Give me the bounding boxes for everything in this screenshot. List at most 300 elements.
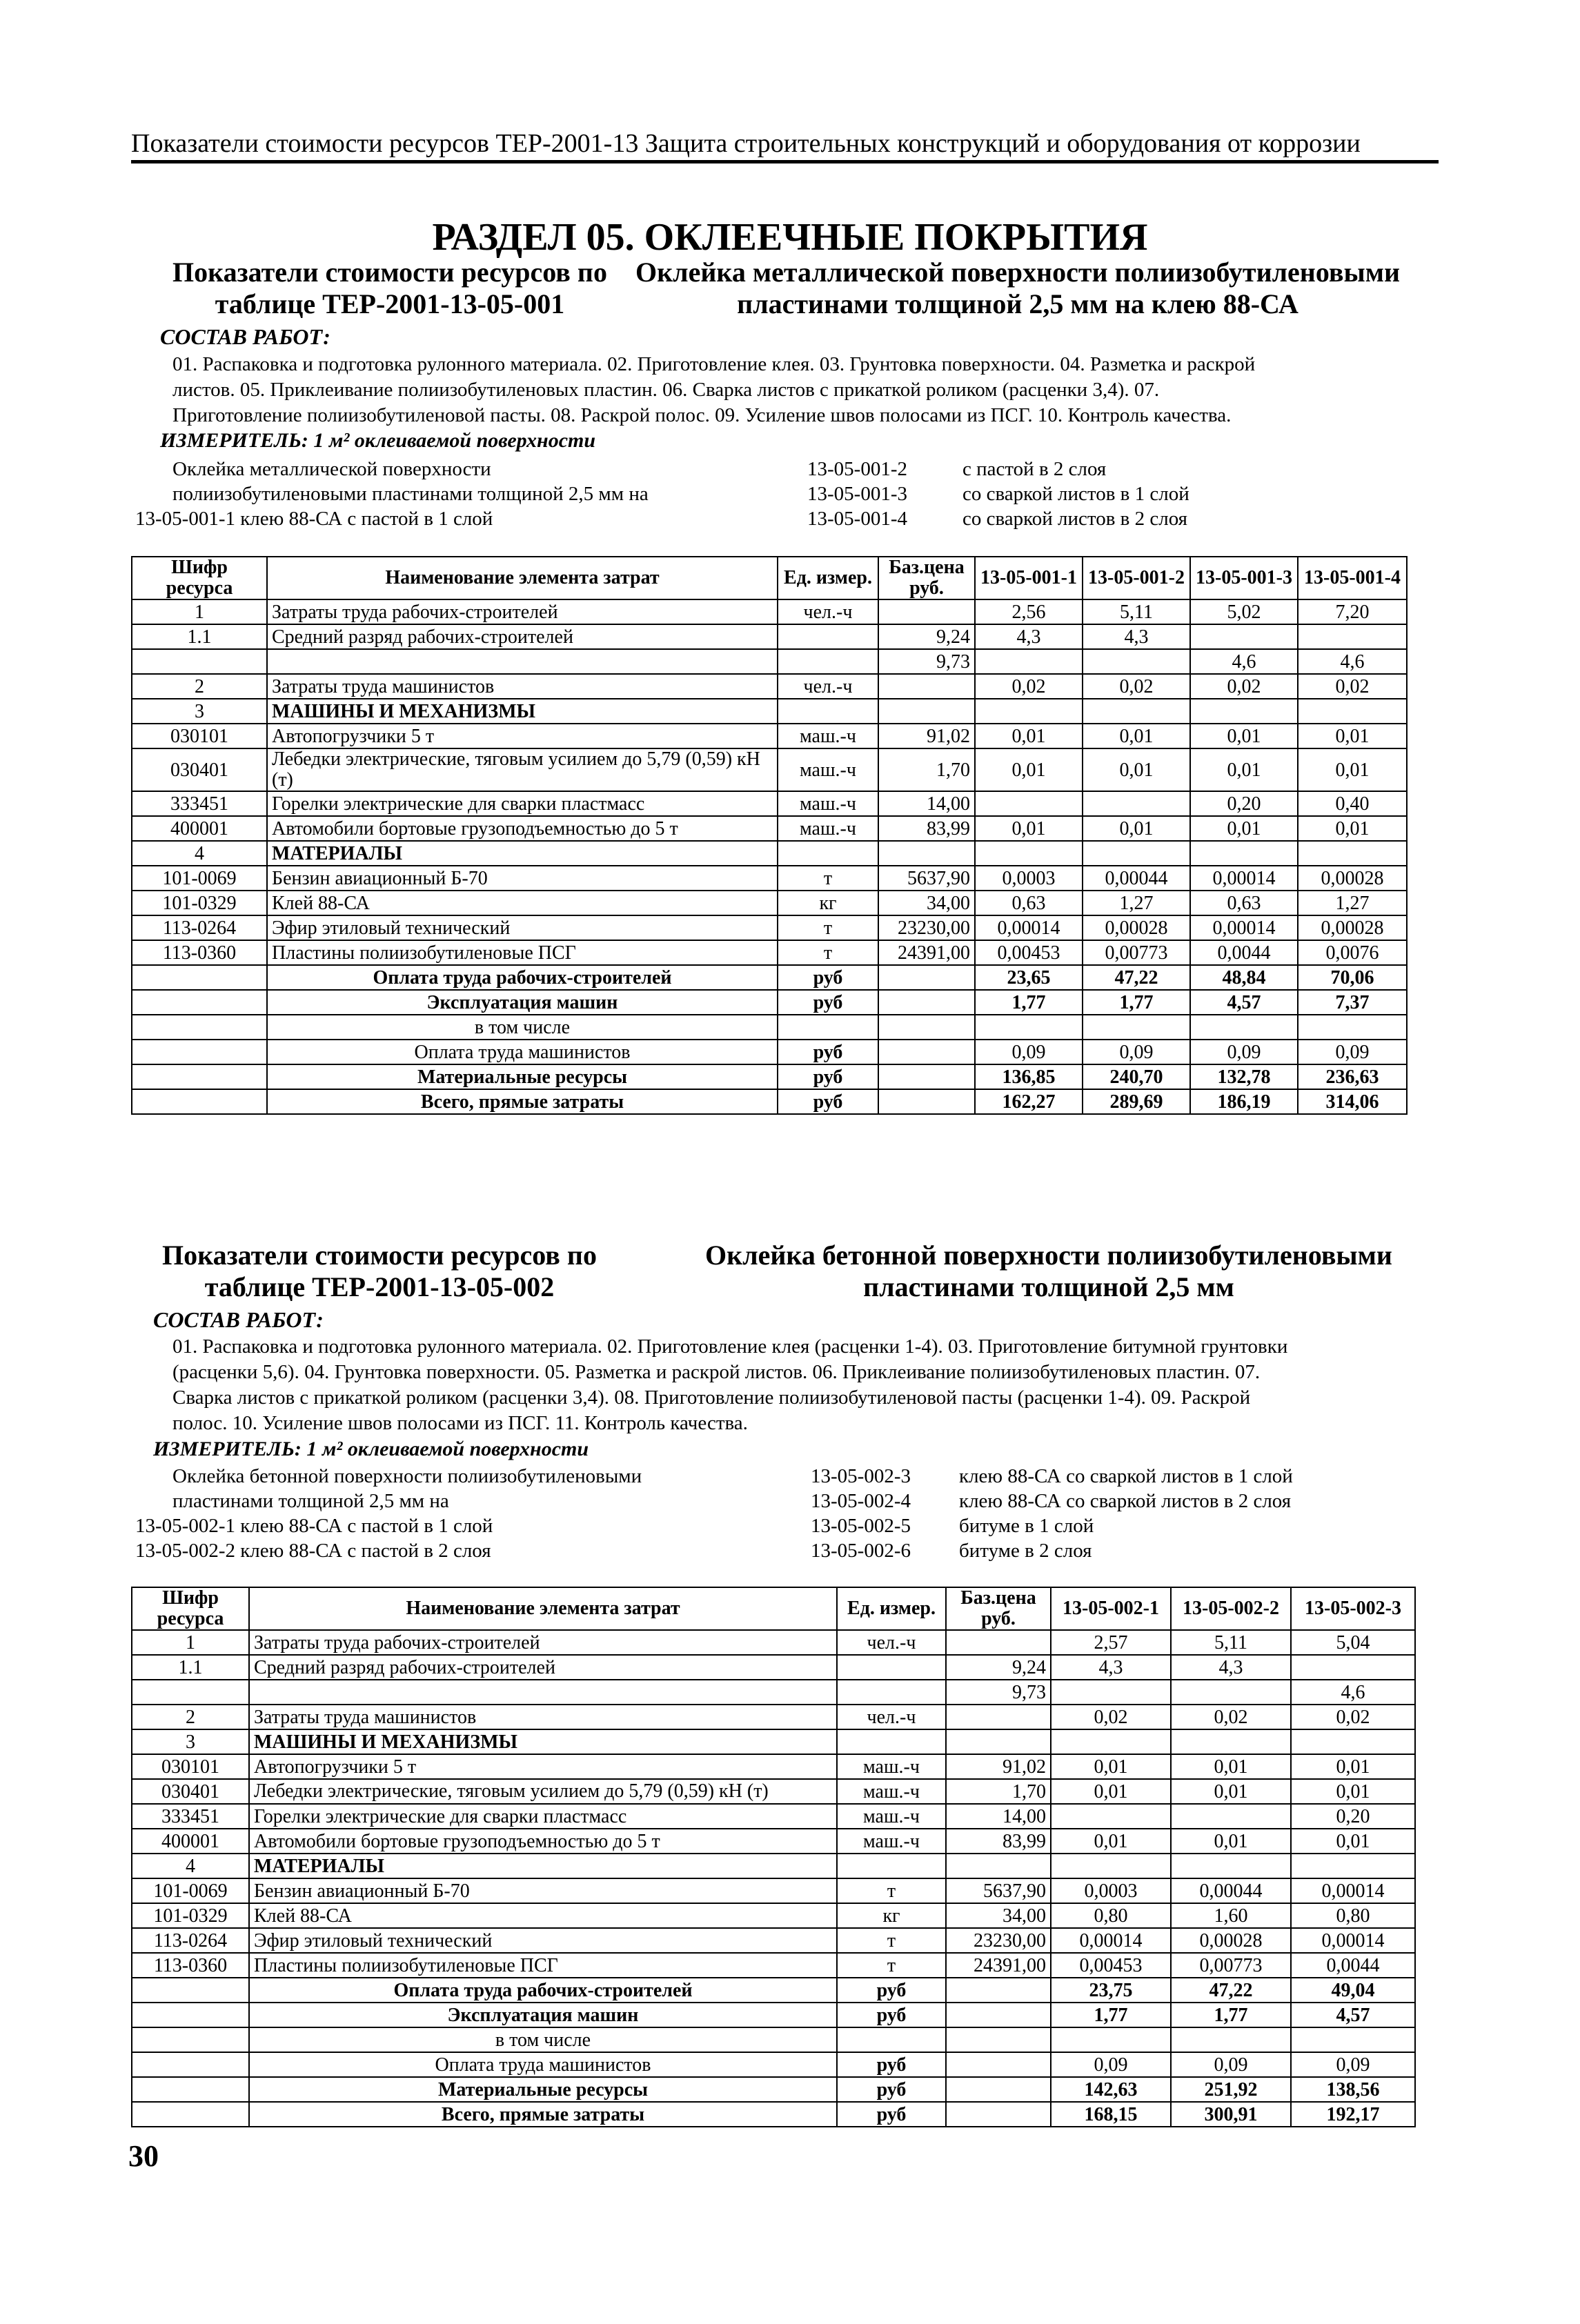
block2-desc-left: 13-05-002-1 клею 88-СА с пастой в 1 слой — [135, 1515, 493, 1537]
cell-value: 0,0003 — [975, 866, 1083, 891]
cell-value — [1051, 1680, 1171, 1705]
cell-code: 2 — [132, 1705, 249, 1729]
col-header-unit: Ед. измер. — [778, 557, 878, 599]
cell-price — [946, 1978, 1051, 2003]
cell-price: 83,99 — [878, 816, 975, 841]
cell-value: 0,01 — [1083, 748, 1190, 791]
cell-value: 0,00014 — [1051, 1928, 1171, 1953]
cell-name: Эфир этиловый технический — [249, 1928, 837, 1953]
cell-value: 0,00014 — [1190, 915, 1298, 940]
cell-value: 0,01 — [1051, 1829, 1171, 1854]
cell-value: 2,57 — [1051, 1630, 1171, 1655]
table-row — [132, 1779, 1415, 1804]
cell-name: Эфир этиловый технический — [267, 915, 778, 940]
cell-code: 030101 — [132, 1754, 249, 1779]
cell-value: 0,02 — [1083, 674, 1190, 699]
cell-name: МАШИНЫ И МЕХАНИЗМЫ — [249, 1729, 837, 1754]
col-header-rate: 13-05-001-2 — [1083, 557, 1190, 599]
cell-value: 0,02 — [1171, 1705, 1291, 1729]
cell-value: 0,20 — [1291, 1804, 1415, 1829]
cell-unit: руб — [837, 2102, 946, 2127]
cell-value: 0,01 — [1291, 1754, 1415, 1779]
cell-value: 5,11 — [1171, 1630, 1291, 1655]
cell-value — [1291, 2027, 1415, 2052]
cell-unit: кг — [837, 1903, 946, 1928]
cell-name: Лебедки электрические, тяговым усилием до 5,79 (0,59) кН (т) — [249, 1779, 837, 1804]
table-row — [132, 965, 1407, 990]
cell-price: 1,70 — [946, 1779, 1051, 1804]
cell-unit: чел.-ч — [778, 599, 878, 624]
cell-value: 0,63 — [975, 891, 1083, 915]
block2-desc-text: битуме в 1 слой — [959, 1515, 1094, 1537]
block2-left-title-line1: Показатели стоимости ресурсов по — [162, 1240, 597, 1271]
cell-value: 0,09 — [1083, 1040, 1190, 1064]
cell-value — [1083, 841, 1190, 866]
cell-name: Эксплуатация машин — [267, 990, 778, 1015]
table-row — [132, 2052, 1415, 2077]
cell-price — [878, 674, 975, 699]
block2-desc-code: 13-05-002-3 — [811, 1465, 911, 1487]
cell-unit — [778, 624, 878, 649]
block1-desc-text: со сваркой листов в 2 слоя — [962, 508, 1187, 530]
block2-desc-code: 13-05-002-6 — [811, 1540, 911, 1562]
table-row — [132, 990, 1407, 1015]
cell-code: 400001 — [132, 816, 267, 841]
cell-value: 162,27 — [975, 1089, 1083, 1114]
cell-value: 1,77 — [975, 990, 1083, 1015]
cell-price: 24391,00 — [878, 940, 975, 965]
cell-value — [1171, 1804, 1291, 1829]
cell-name: Клей 88-СА — [267, 891, 778, 915]
cell-value: 2,56 — [975, 599, 1083, 624]
block2-left-title — [138, 1240, 621, 1303]
cell-price — [946, 1729, 1051, 1754]
block2-meter: ИЗМЕРИТЕЛЬ: 1 м² оклеиваемой поверхности — [153, 1438, 589, 1460]
cell-price: 34,00 — [878, 891, 975, 915]
block1-cost-table — [131, 556, 1408, 1115]
table-row — [132, 866, 1407, 891]
cell-unit: т — [837, 1878, 946, 1903]
cell-value: 0,01 — [1298, 748, 1407, 791]
cell-name — [267, 649, 778, 674]
cell-value: 0,01 — [1291, 1829, 1415, 1854]
cell-price: 23230,00 — [878, 915, 975, 940]
cell-price: 24391,00 — [946, 1953, 1051, 1978]
cell-unit — [778, 649, 878, 674]
cell-value: 4,6 — [1298, 649, 1407, 674]
cell-unit: маш.-ч — [837, 1829, 946, 1854]
cell-code: 3 — [132, 699, 267, 724]
cell-value: 186,19 — [1190, 1089, 1298, 1114]
table-row — [132, 1630, 1415, 1655]
block2-works-label: СОСТАВ РАБОТ: — [153, 1307, 324, 1332]
cell-value — [1291, 1729, 1415, 1754]
cell-value: 0,0076 — [1298, 940, 1407, 965]
cell-value: 0,00014 — [975, 915, 1083, 940]
table-row — [132, 674, 1407, 699]
cell-name: Затраты труда рабочих-строителей — [267, 599, 778, 624]
table-row — [132, 724, 1407, 748]
cell-value: 0,00773 — [1083, 940, 1190, 965]
cell-code: 030401 — [132, 748, 267, 791]
block2-desc-text: клею 88-СА со сваркой листов в 1 слой — [959, 1465, 1293, 1487]
cell-value: 0,09 — [1051, 2052, 1171, 2077]
cell-price: 91,02 — [946, 1754, 1051, 1779]
block1-works-line: Приготовление полиизобутиленовой пасты. 08. Раскрой полос. 09. Усиление швов полосами из ПСГ. 10. Контроль качества. — [172, 404, 1232, 426]
cell-value: 4,57 — [1190, 990, 1298, 1015]
cell-name — [249, 1680, 837, 1705]
cell-price: 14,00 — [946, 1804, 1051, 1829]
cell-price: 14,00 — [878, 791, 975, 816]
cell-name: МАТЕРИАЛЫ — [267, 841, 778, 866]
cell-value: 0,01 — [1083, 724, 1190, 748]
cell-value — [1298, 1015, 1407, 1040]
cell-price: 34,00 — [946, 1903, 1051, 1928]
cell-value: 0,00028 — [1298, 866, 1407, 891]
table-row — [132, 915, 1407, 940]
cell-value: 4,3 — [1171, 1655, 1291, 1680]
cell-value: 0,80 — [1291, 1903, 1415, 1928]
cell-value: 1,77 — [1171, 2003, 1291, 2027]
cell-price: 9,73 — [878, 649, 975, 674]
block1-works-line: 01. Распаковка и подготовка рулонного материала. 02. Приготовление клея. 03. Грунтовка поверхности. 04. Разметка и раскрой — [172, 353, 1256, 375]
cell-code — [132, 1089, 267, 1114]
block2-works-line: 01. Распаковка и подготовка рулонного материала. 02. Приготовление клея (расценки 1-4). 03. Приготовление битумной грунтовки — [172, 1335, 1288, 1358]
block1-desc-code: 13-05-001-4 — [807, 508, 907, 530]
cell-unit — [837, 1655, 946, 1680]
cell-code — [132, 2077, 249, 2102]
block1-left-title — [148, 257, 631, 320]
cell-code: 030101 — [132, 724, 267, 748]
cell-code — [132, 1015, 267, 1040]
cell-value — [1051, 2027, 1171, 2052]
cell-value: 47,22 — [1083, 965, 1190, 990]
cell-value: 0,01 — [1051, 1754, 1171, 1779]
cell-price — [946, 2077, 1051, 2102]
cell-value: 0,02 — [1291, 1705, 1415, 1729]
cell-value — [1291, 1854, 1415, 1878]
cell-value: 132,78 — [1190, 1064, 1298, 1089]
cell-name: Затраты труда машинистов — [267, 674, 778, 699]
cell-value: 236,63 — [1298, 1064, 1407, 1089]
cell-unit: маш.-ч — [778, 791, 878, 816]
cell-price — [946, 2052, 1051, 2077]
block2-desc-code: 13-05-002-4 — [811, 1490, 911, 1512]
block2-desc-left: пластинами толщиной 2,5 мм на — [172, 1490, 449, 1512]
col-header-rate: 13-05-002-3 — [1291, 1587, 1415, 1630]
cell-unit: руб — [778, 965, 878, 990]
block1-right-title — [621, 257, 1414, 320]
cell-value: 49,04 — [1291, 1978, 1415, 2003]
table-row — [132, 2003, 1415, 2027]
cell-name: Оплата труда машинистов — [267, 1040, 778, 1064]
cell-value: 4,3 — [1051, 1655, 1171, 1680]
cell-value: 1,27 — [1298, 891, 1407, 915]
cell-value: 4,3 — [1083, 624, 1190, 649]
table-row — [132, 841, 1407, 866]
cell-value: 4,3 — [975, 624, 1083, 649]
cell-unit — [778, 1015, 878, 1040]
cell-value: 168,15 — [1051, 2102, 1171, 2127]
table-header-row — [132, 557, 1407, 599]
block2-right-title-line2: пластинами толщиной 2,5 мм — [863, 1271, 1234, 1302]
table-row — [132, 1705, 1415, 1729]
section-title: РАЗДЕЛ 05. ОКЛЕЕЧНЫЕ ПОКРЫТИЯ — [432, 216, 1148, 259]
cell-value: 0,0003 — [1051, 1878, 1171, 1903]
cell-unit — [778, 841, 878, 866]
cell-code: 3 — [132, 1729, 249, 1754]
cell-unit: кг — [778, 891, 878, 915]
block2-table-body — [132, 1630, 1415, 2127]
block1-right-title-line2: пластинами толщиной 2,5 мм на клею 88-СА — [737, 288, 1298, 319]
cell-value: 1,27 — [1083, 891, 1190, 915]
col-header-rate: 13-05-002-2 — [1171, 1587, 1291, 1630]
cell-value: 23,75 — [1051, 1978, 1171, 2003]
cell-code: 113-0264 — [132, 915, 267, 940]
cell-unit: маш.-ч — [837, 1779, 946, 1804]
cell-name: Затраты труда машинистов — [249, 1705, 837, 1729]
col-header-rate: 13-05-001-3 — [1190, 557, 1298, 599]
cell-value — [1171, 1854, 1291, 1878]
cell-value — [975, 791, 1083, 816]
cell-code: 1 — [132, 599, 267, 624]
cell-value: 0,00014 — [1190, 866, 1298, 891]
cell-name: Лебедки электрические, тяговым усилием до 5,79 (0,59) кН (т) — [267, 748, 778, 791]
cell-price — [878, 599, 975, 624]
cell-name: Материальные ресурсы — [249, 2077, 837, 2102]
cell-value — [1051, 1804, 1171, 1829]
block1-works-label: СОСТАВ РАБОТ: — [160, 324, 330, 349]
cell-price — [946, 2003, 1051, 2027]
table-row — [132, 1953, 1415, 1978]
cell-unit: руб — [778, 1040, 878, 1064]
cell-price: 83,99 — [946, 1829, 1051, 1854]
table-row — [132, 624, 1407, 649]
cell-value: 7,37 — [1298, 990, 1407, 1015]
cell-name: Клей 88-СА — [249, 1903, 837, 1928]
cell-value: 0,00014 — [1291, 1928, 1415, 1953]
cell-unit: маш.-ч — [778, 724, 878, 748]
block2-cost-table — [131, 1587, 1416, 2127]
block2-left-title-line2: таблице ТЕР-2001-13-05-002 — [204, 1271, 555, 1302]
cell-unit: т — [778, 915, 878, 940]
cell-value: 0,01 — [1190, 748, 1298, 791]
cell-code — [132, 1680, 249, 1705]
cell-value — [1298, 624, 1407, 649]
page-number: 30 — [128, 2139, 159, 2173]
cell-name: Бензин авиационный Б-70 — [249, 1878, 837, 1903]
block2-desc-left: Оклейка бетонной поверхности полиизобутиленовыми — [172, 1465, 642, 1487]
cell-value — [1171, 1729, 1291, 1754]
cell-code: 101-0329 — [132, 891, 267, 915]
cell-name: Оплата труда машинистов — [249, 2052, 837, 2077]
cell-value: 7,20 — [1298, 599, 1407, 624]
cell-name: в том числе — [267, 1015, 778, 1040]
cell-value — [1298, 841, 1407, 866]
cell-unit — [837, 1729, 946, 1754]
cell-code — [132, 1064, 267, 1089]
cell-value: 0,09 — [1291, 2052, 1415, 2077]
cell-unit — [837, 2027, 946, 2052]
table-row — [132, 1064, 1407, 1089]
cell-value — [975, 699, 1083, 724]
cell-value: 192,17 — [1291, 2102, 1415, 2127]
table-row — [132, 1878, 1415, 1903]
block1-works-text — [172, 352, 1435, 428]
cell-code: 1 — [132, 1630, 249, 1655]
cell-name: Автопогрузчики 5 т — [249, 1754, 837, 1779]
cell-value: 0,80 — [1051, 1903, 1171, 1928]
cell-value: 0,01 — [975, 748, 1083, 791]
table-row — [132, 2102, 1415, 2127]
cell-price — [878, 1015, 975, 1040]
cell-value — [1291, 1655, 1415, 1680]
cell-value: 5,04 — [1291, 1630, 1415, 1655]
table-row — [132, 1015, 1407, 1040]
col-header-price: Баз.цена руб. — [946, 1587, 1051, 1630]
cell-unit: т — [837, 1928, 946, 1953]
cell-name: Горелки электрические для сварки пластмасс — [249, 1804, 837, 1829]
cell-value: 0,01 — [1171, 1779, 1291, 1804]
col-header-name: Наименование элемента затрат — [267, 557, 778, 599]
cell-value: 0,02 — [1190, 674, 1298, 699]
cell-price: 1,70 — [878, 748, 975, 791]
block1-desc-code: 13-05-001-3 — [807, 483, 907, 505]
cell-code: 4 — [132, 841, 267, 866]
cell-price — [878, 965, 975, 990]
cell-code: 113-0264 — [132, 1928, 249, 1953]
cell-name: Бензин авиационный Б-70 — [267, 866, 778, 891]
table-row — [132, 1040, 1407, 1064]
table-row — [132, 1754, 1415, 1779]
cell-value: 1,77 — [1083, 990, 1190, 1015]
cell-price: 23230,00 — [946, 1928, 1051, 1953]
cell-code: 333451 — [132, 1804, 249, 1829]
table-row — [132, 1729, 1415, 1754]
cell-value: 0,00014 — [1291, 1878, 1415, 1903]
table-row — [132, 1680, 1415, 1705]
block1-desc-text: с пастой в 2 слоя — [962, 458, 1107, 480]
cell-code: 400001 — [132, 1829, 249, 1854]
cell-value: 0,01 — [1298, 816, 1407, 841]
cell-value: 0,0044 — [1190, 940, 1298, 965]
cell-name: Оплата труда рабочих-строителей — [267, 965, 778, 990]
cell-price — [878, 699, 975, 724]
cell-code: 030401 — [132, 1779, 249, 1804]
cell-value: 251,92 — [1171, 2077, 1291, 2102]
table-row — [132, 649, 1407, 674]
cell-unit: т — [778, 866, 878, 891]
cell-code — [132, 649, 267, 674]
cell-price — [878, 1089, 975, 1114]
cell-value: 5,11 — [1083, 599, 1190, 624]
cell-value: 0,02 — [975, 674, 1083, 699]
cell-code: 2 — [132, 674, 267, 699]
cell-value: 0,00044 — [1083, 866, 1190, 891]
block1-desc-left: 13-05-001-1 клею 88-СА с пастой в 1 слой — [135, 508, 493, 530]
cell-price: 5637,90 — [946, 1878, 1051, 1903]
cell-name: Горелки электрические для сварки пластмасс — [267, 791, 778, 816]
cell-price — [946, 1705, 1051, 1729]
cell-price — [878, 990, 975, 1015]
cell-value: 0,01 — [1291, 1779, 1415, 1804]
cell-value: 136,85 — [975, 1064, 1083, 1089]
cell-value — [1190, 841, 1298, 866]
cell-value — [1171, 1680, 1291, 1705]
block1-desc-code: 13-05-001-2 — [807, 458, 907, 480]
cell-name: Средний разряд рабочих-строителей — [249, 1655, 837, 1680]
cell-price — [946, 2027, 1051, 2052]
cell-value: 70,06 — [1298, 965, 1407, 990]
block1-works-line: листов. 05. Приклеивание полиизобутиленовых пластин. 06. Сварка листов с прикаткой роликом (расценки 3,4). 07. — [172, 379, 1160, 401]
cell-code: 101-0069 — [132, 1878, 249, 1903]
cell-price: 9,24 — [878, 624, 975, 649]
cell-unit: маш.-ч — [837, 1754, 946, 1779]
cell-value: 0,00453 — [1051, 1953, 1171, 1978]
cell-code — [132, 1040, 267, 1064]
cell-unit: маш.-ч — [778, 748, 878, 791]
block2-desc-left: 13-05-002-2 клею 88-СА с пастой в 2 слоя — [135, 1540, 491, 1562]
table-row — [132, 891, 1407, 915]
table-row — [132, 1903, 1415, 1928]
cell-value: 4,6 — [1291, 1680, 1415, 1705]
cell-unit: руб — [837, 2052, 946, 2077]
cell-value — [1051, 1729, 1171, 1754]
cell-value: 0,0044 — [1291, 1953, 1415, 1978]
cell-unit — [837, 1854, 946, 1878]
table-row — [132, 1829, 1415, 1854]
cell-code — [132, 2003, 249, 2027]
cell-value: 0,00773 — [1171, 1953, 1291, 1978]
block2-right-title — [676, 1240, 1421, 1303]
cell-value — [1083, 699, 1190, 724]
cell-code: 333451 — [132, 791, 267, 816]
block2-works-line: полос. 10. Усиление швов полосами из ПСГ. 11. Контроль качества. — [172, 1412, 748, 1434]
table-row — [132, 940, 1407, 965]
cell-value: 0,20 — [1190, 791, 1298, 816]
cell-code — [132, 2027, 249, 2052]
cell-value: 47,22 — [1171, 1978, 1291, 2003]
cell-value: 0,02 — [1051, 1705, 1171, 1729]
cell-value: 1,60 — [1171, 1903, 1291, 1928]
table-row — [132, 1655, 1415, 1680]
cell-value: 1,77 — [1051, 2003, 1171, 2027]
cell-value — [1083, 649, 1190, 674]
cell-code — [132, 1978, 249, 2003]
cell-value: 0,01 — [1171, 1829, 1291, 1854]
cell-unit: маш.-ч — [837, 1804, 946, 1829]
table-header-row — [132, 1587, 1415, 1630]
cell-value: 23,65 — [975, 965, 1083, 990]
cell-code: 113-0360 — [132, 1953, 249, 1978]
cell-value: 0,01 — [1083, 816, 1190, 841]
cell-price — [946, 2102, 1051, 2127]
cell-name: Всего, прямые затраты — [249, 2102, 837, 2127]
col-header-unit: Ед. измер. — [837, 1587, 946, 1630]
cell-value: 0,01 — [1298, 724, 1407, 748]
cell-value — [1083, 1015, 1190, 1040]
table-row — [132, 2027, 1415, 2052]
col-header-price: Баз.цена руб. — [878, 557, 975, 599]
cell-value — [975, 1015, 1083, 1040]
cell-value — [1051, 1854, 1171, 1878]
cell-name: МАШИНЫ И МЕХАНИЗМЫ — [267, 699, 778, 724]
cell-value — [1190, 624, 1298, 649]
table-row — [132, 1089, 1407, 1114]
cell-value: 0,00028 — [1083, 915, 1190, 940]
cell-value: 0,00453 — [975, 940, 1083, 965]
cell-unit: чел.-ч — [837, 1630, 946, 1655]
